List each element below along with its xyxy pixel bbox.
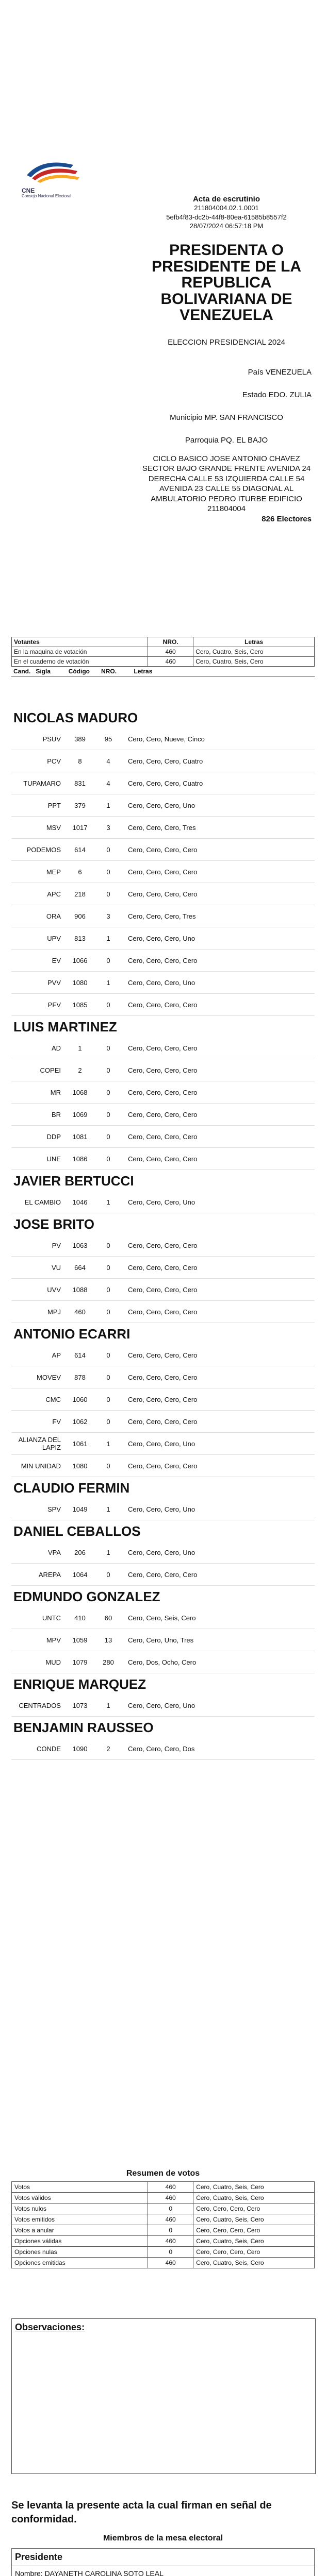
party-votes-letters: Cero, Cero, Cero, Tres xyxy=(128,823,196,832)
party-votes-letters: Cero, Cero, Cero, Cero xyxy=(128,1308,198,1316)
resumen-label: Opciones nulas xyxy=(12,2247,148,2258)
resumen-letras: Cero, Cero, Cero, Cero xyxy=(193,2247,315,2258)
party-row xyxy=(11,1301,315,1323)
votantes-row-letras: Cero, Cuatro, Seis, Cero xyxy=(193,657,315,667)
center-code: 211804004 xyxy=(207,504,246,513)
party-sigla: PVV xyxy=(47,978,61,987)
resumen-letras: Cero, Cuatro, Seis, Cero xyxy=(193,2193,315,2204)
party-code: 410 xyxy=(74,1614,86,1622)
party-row xyxy=(11,1191,315,1213)
party-sigla: PSUV xyxy=(42,735,61,743)
party-votes: 3 xyxy=(106,912,110,920)
party-code: 2 xyxy=(78,1066,82,1074)
resumen-nro: 460 xyxy=(148,2182,193,2193)
candidate-name: CLAUDIO FERMIN xyxy=(13,1480,130,1496)
votantes-col-label: Votantes xyxy=(12,637,148,647)
location-estado: Estado EDO. ZULIA xyxy=(242,390,312,399)
resumen-row xyxy=(12,2247,315,2258)
party-code: 206 xyxy=(74,1548,86,1556)
party-row xyxy=(11,839,315,861)
party-code: 1059 xyxy=(72,1636,88,1644)
party-votes-letters: Cero, Cero, Cero, Dos xyxy=(128,1744,195,1753)
member-role-text: Presidente xyxy=(15,2552,63,2562)
resumen-row xyxy=(12,2225,315,2236)
members-title: Miembros de la mesa electoral xyxy=(103,2534,223,2543)
center-address: SECTOR BAJO GRANDE FRENTE AVENIDA 24 DERECHA CALLE 53 IZQUIERDA CALLE 54 AVENIDA 23 CALLE 55 DIAGONAL AL AMBULATORIO PEDRO ITURBE EDIFICIO xyxy=(142,464,311,503)
party-row xyxy=(11,1607,315,1629)
resumen-row xyxy=(12,2214,315,2225)
resumen-label: Votos nulos xyxy=(12,2204,148,2214)
party-row xyxy=(11,1498,315,1520)
party-row xyxy=(11,994,315,1016)
party-row xyxy=(11,1366,315,1388)
candidates-list xyxy=(11,707,315,1760)
electores-count: 826 Electores xyxy=(262,514,312,523)
party-votes: 0 xyxy=(106,1417,110,1426)
party-row xyxy=(11,1279,315,1301)
resumen-row xyxy=(12,2258,315,2268)
party-sigla: PPT xyxy=(47,801,61,809)
party-row xyxy=(11,1455,315,1477)
candidate-name: JAVIER BERTUCCI xyxy=(13,1173,134,1189)
party-votes-letters: Cero, Cero, Cero, Uno xyxy=(128,978,195,987)
party-row xyxy=(11,950,315,972)
party-votes-letters: Cero, Cero, Cero, Cero xyxy=(128,1285,198,1294)
party-code: 1061 xyxy=(72,1439,88,1448)
election-title: PRESIDENTA O PRESIDENTE DE LA REPUBLICA BOLIVARIANA DE VENEZUELA xyxy=(151,242,302,324)
party-code: 1086 xyxy=(72,1155,88,1163)
party-sigla: PV xyxy=(52,1241,61,1249)
votantes-section xyxy=(11,637,315,676)
party-sigla: EL CAMBIO xyxy=(24,1198,61,1206)
party-votes: 2 xyxy=(106,1744,110,1753)
party-sigla: UVV xyxy=(47,1285,61,1294)
party-votes: 0 xyxy=(106,1132,110,1141)
party-votes: 0 xyxy=(106,1351,110,1359)
party-votes-letters: Cero, Dos, Ocho, Cero xyxy=(128,1658,197,1666)
party-sigla: AD xyxy=(51,1044,61,1052)
party-code: 813 xyxy=(74,934,86,942)
party-votes: 0 xyxy=(106,1066,110,1074)
votantes-header-row xyxy=(12,637,315,647)
party-row xyxy=(11,1257,315,1279)
party-votes: 0 xyxy=(106,1285,110,1294)
party-row xyxy=(11,1148,315,1170)
party-code: 906 xyxy=(74,912,86,920)
party-votes-letters: Cero, Cero, Cero, Cero xyxy=(128,1132,198,1141)
votantes-row-label: En la maquina de votación xyxy=(12,647,148,657)
resumen-section xyxy=(11,2164,315,2268)
party-votes: 0 xyxy=(106,1373,110,1381)
party-votes-letters: Cero, Cero, Cero, Cero xyxy=(128,1417,198,1426)
party-row xyxy=(11,927,315,950)
party-votes-letters: Cero, Cero, Cero, Cuatro xyxy=(128,779,203,787)
resumen-label: Votos válidos xyxy=(12,2193,148,2204)
party-votes: 1 xyxy=(106,1505,110,1513)
party-votes-letters: Cero, Cero, Cero, Cero xyxy=(128,890,198,898)
party-votes: 0 xyxy=(106,1462,110,1470)
acta-datetime: 28/07/2024 06:57:18 PM xyxy=(189,222,264,230)
party-code: 614 xyxy=(74,1351,86,1359)
party-code: 379 xyxy=(74,801,86,809)
candidates-column-header xyxy=(11,667,315,676)
party-sigla: CMC xyxy=(45,1395,61,1403)
party-votes: 3 xyxy=(106,823,110,832)
party-votes: 13 xyxy=(104,1636,112,1644)
party-code: 1080 xyxy=(72,978,88,987)
party-votes: 0 xyxy=(106,1155,110,1163)
party-votes-letters: Cero, Cero, Cero, Cero xyxy=(128,956,198,964)
party-votes: 0 xyxy=(106,1395,110,1403)
votantes-row-nro: 460 xyxy=(148,657,193,667)
candidate-name: EDMUNDO GONZALEZ xyxy=(13,1589,160,1604)
party-sigla: DDP xyxy=(46,1132,61,1141)
candidate-name: DANIEL CEBALLOS xyxy=(13,1523,141,1539)
party-code: 8 xyxy=(78,757,82,765)
acta-meta xyxy=(141,195,312,231)
party-sigla: ORA xyxy=(46,912,61,920)
resumen-label: Opciones válidas xyxy=(12,2236,148,2247)
election-title-block xyxy=(141,242,312,524)
party-votes-letters: Cero, Cero, Cero, Cero xyxy=(128,1088,198,1096)
party-votes-letters: Cero, Cero, Cero, Uno xyxy=(128,934,195,942)
party-sigla: COPEI xyxy=(40,1066,61,1074)
votantes-col-nro: NRO. xyxy=(148,637,193,647)
party-row xyxy=(11,1344,315,1366)
location-block xyxy=(141,361,312,452)
party-code: 878 xyxy=(74,1373,86,1381)
party-votes-letters: Cero, Cero, Cero, Cero xyxy=(128,868,198,876)
party-votes-letters: Cero, Cero, Cero, Cero xyxy=(128,1351,198,1359)
party-row xyxy=(11,905,315,927)
member-name xyxy=(12,2566,314,2576)
party-row xyxy=(11,1037,315,1059)
resumen-letras: Cero, Cero, Cero, Cero xyxy=(193,2225,315,2236)
party-row xyxy=(11,1629,315,1651)
resumen-nro: 460 xyxy=(148,2236,193,2247)
resumen-label: Votos xyxy=(12,2182,148,2193)
candidate-name: ANTONIO ECARRI xyxy=(13,1326,131,1342)
votantes-row-nro: 460 xyxy=(148,647,193,657)
party-votes: 0 xyxy=(106,1001,110,1009)
party-code: 664 xyxy=(74,1263,86,1272)
party-code: 1063 xyxy=(72,1241,88,1249)
resumen-nro: 0 xyxy=(148,2247,193,2258)
party-votes: 0 xyxy=(106,1263,110,1272)
party-sigla: PODEMOS xyxy=(26,845,61,854)
party-votes: 4 xyxy=(106,757,110,765)
resumen-nro: 0 xyxy=(148,2225,193,2236)
party-votes: 280 xyxy=(103,1658,114,1666)
party-sigla: MEP xyxy=(46,868,61,876)
center-block xyxy=(141,454,312,524)
party-votes: 4 xyxy=(106,779,110,787)
party-code: 1080 xyxy=(72,1462,88,1470)
party-code: 218 xyxy=(74,890,86,898)
party-votes-letters: Cero, Cero, Uno, Tres xyxy=(128,1636,194,1644)
party-sigla: UPV xyxy=(47,934,61,942)
party-row xyxy=(11,750,315,772)
party-sigla: MUD xyxy=(45,1658,61,1666)
party-code: 1066 xyxy=(72,956,88,964)
col-codigo: Código xyxy=(68,668,90,675)
party-sigla: PFV xyxy=(47,1001,61,1009)
party-votes-letters: Cero, Cero, Cero, Cero xyxy=(128,1066,198,1074)
resumen-nro: 0 xyxy=(148,2204,193,2214)
resumen-table xyxy=(11,2181,315,2268)
party-row xyxy=(11,1651,315,1673)
party-votes-letters: Cero, Cero, Nueve, Cinco xyxy=(128,735,205,743)
party-sigla: ALIANZA DEL LAPIZ xyxy=(18,1436,61,1451)
candidate-name: BENJAMIN RAUSSEO xyxy=(13,1720,154,1735)
observaciones-label: Observaciones: xyxy=(15,2322,85,2332)
party-sigla: AREPA xyxy=(38,1570,61,1579)
party-code: 1068 xyxy=(72,1088,88,1096)
party-votes: 1 xyxy=(106,1548,110,1556)
party-sigla: MOVEV xyxy=(37,1373,61,1381)
party-code: 1062 xyxy=(72,1417,88,1426)
acta-code: 211804004.02.1.0001 xyxy=(194,204,259,212)
center-name: CICLO BASICO JOSE ANTONIO CHAVEZ xyxy=(153,454,300,463)
col-cand: Cand. xyxy=(13,668,31,675)
signatures-section xyxy=(11,2488,315,2576)
party-code: 1081 xyxy=(72,1132,88,1141)
party-row xyxy=(11,1541,315,1564)
party-code: 614 xyxy=(74,845,86,854)
party-code: 1088 xyxy=(72,1285,88,1294)
party-row xyxy=(11,972,315,994)
cne-logo-icon xyxy=(22,155,84,185)
party-code: 1060 xyxy=(72,1395,88,1403)
party-row xyxy=(11,1738,315,1760)
party-votes-letters: Cero, Cero, Cero, Uno xyxy=(128,801,195,809)
party-sigla: VU xyxy=(51,1263,61,1272)
party-row xyxy=(11,1564,315,1586)
party-row xyxy=(11,1411,315,1433)
votantes-row xyxy=(12,647,315,657)
cne-logo xyxy=(22,155,84,198)
party-row xyxy=(11,1388,315,1411)
party-row xyxy=(11,1234,315,1257)
party-votes-letters: Cero, Cero, Cero, Cero xyxy=(128,1044,198,1052)
party-votes-letters: Cero, Cero, Cero, Cero xyxy=(128,1155,198,1163)
party-row xyxy=(11,1104,315,1126)
party-code: 1090 xyxy=(72,1744,88,1753)
party-sigla: CENTRADOS xyxy=(19,1701,61,1709)
votantes-row-label: En el cuaderno de votación xyxy=(12,657,148,667)
party-votes-letters: Cero, Cero, Cero, Cero xyxy=(128,1241,198,1249)
party-code: 1073 xyxy=(72,1701,88,1709)
party-votes: 0 xyxy=(106,1110,110,1118)
acta-title: Acta de escrutinio xyxy=(192,195,260,204)
party-votes-letters: Cero, Cero, Seis, Cero xyxy=(128,1614,196,1622)
party-votes: 1 xyxy=(106,978,110,987)
party-sigla: MPJ xyxy=(47,1308,61,1316)
party-row xyxy=(11,817,315,839)
resumen-row xyxy=(12,2182,315,2193)
resumen-nro: 460 xyxy=(148,2258,193,2268)
party-sigla: PCV xyxy=(47,757,61,765)
party-sigla: MSV xyxy=(46,823,61,832)
party-votes: 0 xyxy=(106,868,110,876)
resumen-letras: Cero, Cero, Cero, Cero xyxy=(193,2204,315,2214)
resumen-row xyxy=(12,2236,315,2247)
resumen-letras: Cero, Cuatro, Seis, Cero xyxy=(193,2182,315,2193)
party-code: 6 xyxy=(78,868,82,876)
party-votes-letters: Cero, Cero, Cero, Uno xyxy=(128,1548,195,1556)
party-votes-letters: Cero, Cero, Cero, Cero xyxy=(128,1263,198,1272)
member-role xyxy=(12,2549,314,2566)
location-pais: País VENEZUELA xyxy=(248,367,312,377)
acta-hash-short: 5efb4f83-dc2b-44f8-80ea-61585b8557f2 xyxy=(166,213,287,221)
party-sigla: UNTC xyxy=(42,1614,61,1622)
party-sigla: CONDE xyxy=(37,1744,61,1753)
party-code: 1085 xyxy=(72,1001,88,1009)
col-letras: Letras xyxy=(134,668,153,675)
resumen-letras: Cero, Cuatro, Seis, Cero xyxy=(193,2236,315,2247)
party-sigla: EV xyxy=(52,956,61,964)
party-votes-letters: Cero, Cero, Cero, Cero xyxy=(128,1570,198,1579)
party-votes: 0 xyxy=(106,1308,110,1316)
party-votes: 0 xyxy=(106,956,110,964)
party-votes-letters: Cero, Cero, Cero, Cero xyxy=(128,845,198,854)
party-votes: 0 xyxy=(106,1241,110,1249)
party-votes: 95 xyxy=(104,735,112,743)
party-code: 1 xyxy=(78,1044,82,1052)
party-row xyxy=(11,1081,315,1104)
party-votes: 1 xyxy=(106,1439,110,1448)
party-votes: 0 xyxy=(106,845,110,854)
resumen-label: Opciones emitidas xyxy=(12,2258,148,2268)
party-votes: 1 xyxy=(106,801,110,809)
logo-subtitle: Consejo Nacional Electoral xyxy=(22,193,72,198)
party-code: 1069 xyxy=(72,1110,88,1118)
party-code: 1049 xyxy=(72,1505,88,1513)
candidate-name: JOSE BRITO xyxy=(13,1216,95,1232)
candidate-name: ENRIQUE MARQUEZ xyxy=(13,1676,146,1692)
party-votes-letters: Cero, Cero, Cero, Cero xyxy=(128,1373,198,1381)
party-votes-letters: Cero, Cero, Cero, Cero xyxy=(128,1395,198,1403)
members-list xyxy=(11,2548,315,2576)
party-votes: 1 xyxy=(106,1701,110,1709)
party-sigla: FV xyxy=(52,1417,61,1426)
member-box xyxy=(11,2548,315,2576)
resumen-letras: Cero, Cuatro, Seis, Cero xyxy=(193,2214,315,2225)
party-sigla: APC xyxy=(47,890,61,898)
resumen-title: Resumen de votos xyxy=(126,2169,200,2178)
votantes-row-letras: Cero, Cuatro, Seis, Cero xyxy=(193,647,315,657)
party-row xyxy=(11,1694,315,1717)
party-votes-letters: Cero, Cero, Cero, Uno xyxy=(128,1701,195,1709)
party-votes-letters: Cero, Cero, Cero, Cero xyxy=(128,1001,198,1009)
resumen-row xyxy=(12,2204,315,2214)
party-votes: 0 xyxy=(106,890,110,898)
party-row xyxy=(11,861,315,883)
party-votes-letters: Cero, Cero, Cero, Tres xyxy=(128,912,196,920)
party-votes-letters: Cero, Cero, Cero, Uno xyxy=(128,1439,195,1448)
party-code: 831 xyxy=(74,779,86,787)
votantes-table xyxy=(11,637,315,667)
party-sigla: BR xyxy=(51,1110,61,1118)
candidate-name: NICOLAS MADURO xyxy=(13,710,138,725)
party-code: 389 xyxy=(74,735,86,743)
party-code: 460 xyxy=(74,1308,86,1316)
party-sigla: MIN UNIDAD xyxy=(21,1462,61,1470)
party-row xyxy=(11,728,315,750)
resumen-nro: 460 xyxy=(148,2193,193,2204)
location-parroquia: Parroquia PQ. EL BAJO xyxy=(185,435,268,445)
party-code: 1064 xyxy=(72,1570,88,1579)
party-sigla: SPV xyxy=(47,1505,61,1513)
resumen-letras: Cero, Cuatro, Seis, Cero xyxy=(193,2258,315,2268)
resumen-nro: 460 xyxy=(148,2214,193,2225)
party-votes: 0 xyxy=(106,1044,110,1052)
party-row xyxy=(11,1433,315,1455)
party-votes: 1 xyxy=(106,1198,110,1206)
party-votes-letters: Cero, Cero, Cero, Cero xyxy=(128,1110,198,1118)
party-votes: 0 xyxy=(106,1570,110,1579)
col-nro: NRO. xyxy=(101,668,117,675)
member-name-text: Nombre: DAYANETH CAROLINA SOTO LEAL xyxy=(15,2569,164,2576)
party-row xyxy=(11,794,315,817)
party-votes: 60 xyxy=(104,1614,112,1622)
votantes-col-letras: Letras xyxy=(193,637,315,647)
party-sigla: VPA xyxy=(47,1548,61,1556)
votantes-row xyxy=(12,657,315,667)
party-code: 1017 xyxy=(72,823,88,832)
col-sigla: Sigla xyxy=(36,668,51,675)
election-name: ELECCION PRESIDENCIAL 2024 xyxy=(168,337,285,347)
party-code: 1079 xyxy=(72,1658,88,1666)
logo-brand: CNE xyxy=(22,187,35,194)
party-sigla: MR xyxy=(50,1088,61,1096)
acta-header xyxy=(11,0,315,242)
location-municipio: Municipio MP. SAN FRANCISCO xyxy=(170,413,283,422)
party-row xyxy=(11,1126,315,1148)
party-votes: 0 xyxy=(106,1088,110,1096)
party-row xyxy=(11,772,315,794)
resumen-label: Votos emitidos xyxy=(12,2214,148,2225)
observaciones-box xyxy=(11,2318,316,2474)
conformity-note: Se levanta la presente acta la cual firman en señal de conformidad. xyxy=(11,2500,272,2525)
candidate-name: LUIS MARTINEZ xyxy=(13,1019,117,1035)
party-votes-letters: Cero, Cero, Cero, Uno xyxy=(128,1505,195,1513)
party-row xyxy=(11,1059,315,1081)
resumen-row xyxy=(12,2193,315,2204)
party-sigla: AP xyxy=(52,1351,61,1359)
party-votes-letters: Cero, Cero, Cero, Uno xyxy=(128,1198,195,1206)
party-votes-letters: Cero, Cero, Cero, Cuatro xyxy=(128,757,203,765)
party-sigla: UNE xyxy=(46,1155,61,1163)
party-sigla: MPV xyxy=(46,1636,61,1644)
party-code: 1046 xyxy=(72,1198,88,1206)
party-votes-letters: Cero, Cero, Cero, Cero xyxy=(128,1462,198,1470)
resumen-label: Votos a anular xyxy=(12,2225,148,2236)
party-votes: 1 xyxy=(106,934,110,942)
party-row xyxy=(11,883,315,905)
party-sigla: TUPAMARO xyxy=(23,779,61,787)
